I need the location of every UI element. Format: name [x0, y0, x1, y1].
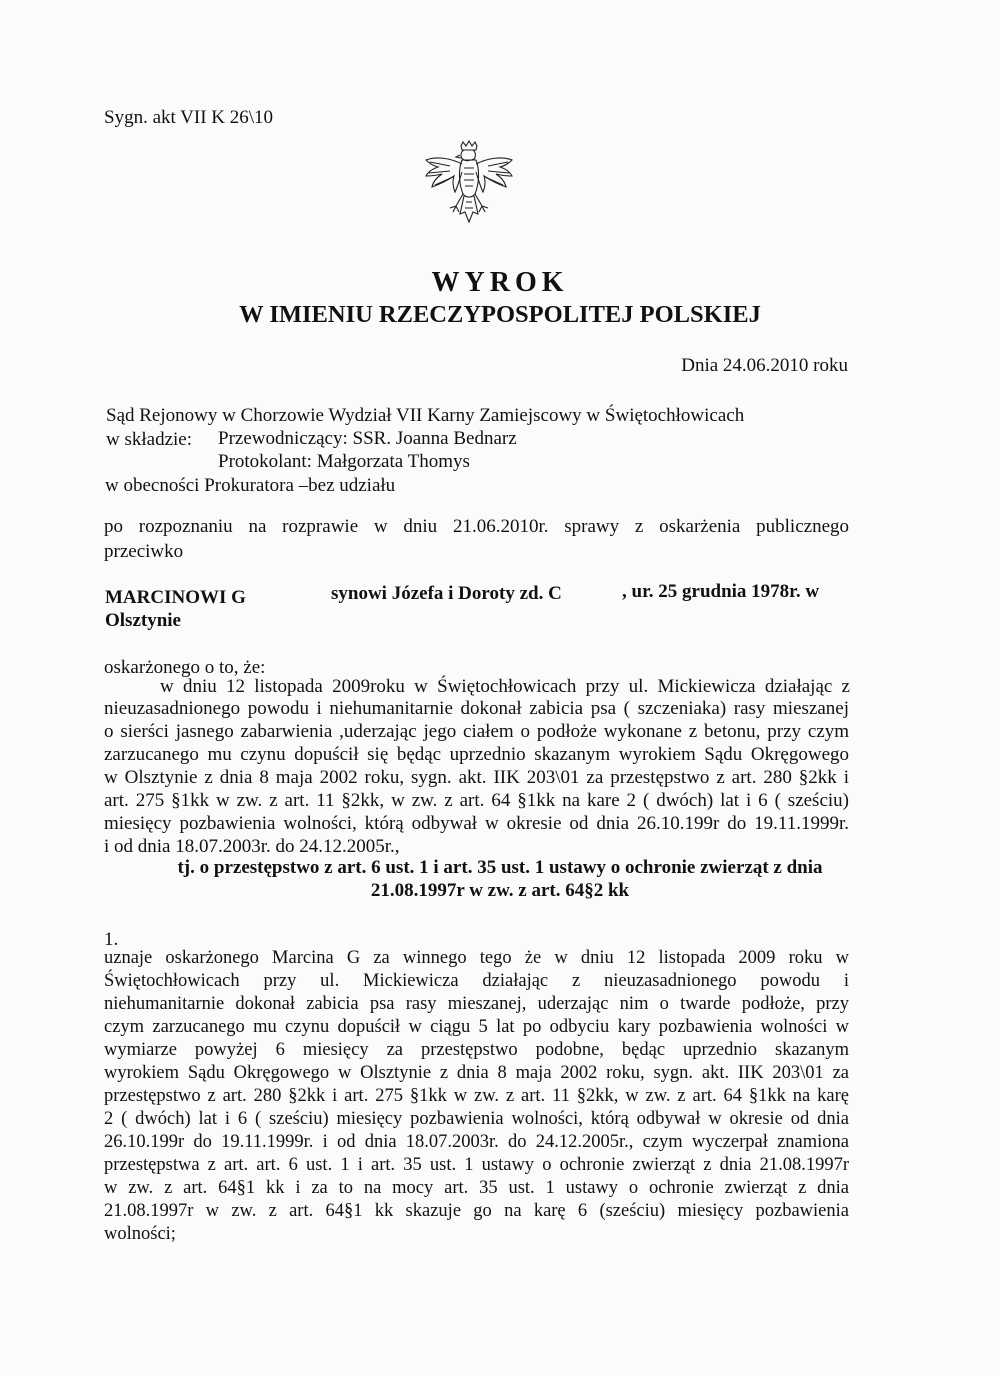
document-subtitle: W IMIENIU RZECZYPOSPOLITEJ POLSKIEJ: [239, 301, 761, 328]
charge-line: w Olsztynie z dnia 8 maja 2002 roku, sygn. akt. IIK 203\01 za przestępstwo z art. 280 §2kk i: [104, 767, 849, 788]
charge-line: nieuzasadnionego powodu i niehumanitarnie dokonał zabicia psa ( szczeniaka) rasy mieszanej: [104, 698, 849, 719]
charge-line: miesięcy pozbawienia wolności, którą odbywał w okresie od dnia 26.10.199r do 19.11.1999r.: [104, 813, 849, 834]
verdict-line: Świętochłowicach przy ul. Mickiewicza działając z nieuzasadnionego powodu i: [104, 971, 849, 991]
document-title: WYROK: [431, 267, 569, 298]
verdict-line: wolności;: [104, 1224, 176, 1244]
verdict-line: niehumanitarnie dokonał zabicia psa rasy mieszanej, uderzając nim o twarde podłoże, przy: [104, 994, 849, 1014]
accused-birth: , ur. 25 grudnia 1978r. w: [622, 581, 820, 602]
verdict-line: wyrokiem Sądu Okręgowego w Olsztynie z dnia 8 maja 2002 roku, sygn. akt. IIK 203\01 za: [104, 1063, 849, 1083]
verdict-line: 2 ( dwóch) lat i 6 ( sześciu) miesięcy pozbawienia wolności, którą odbywał w okresie od dnia: [104, 1109, 849, 1129]
charge-line: o sierści jasnego zabarwienia ,uderzając jego ciałem o podłoże wykonane z betonu, przy czym: [104, 721, 849, 742]
accused-birthplace: Olsztynie: [105, 610, 181, 631]
accused-name: MARCINOWI G: [105, 587, 246, 608]
charge-line: zarzucanego mu czynu dopuścił się będąc uprzednio skazanym wyrokiem Sądu Okręgowego: [104, 744, 849, 765]
charge-line: art. 275 §1kk w zw. z art. 11 §2kk, w zw. z art. 64 §1kk na kare 2 ( dwóch) lat i 6 ( sześciu): [104, 790, 849, 811]
proceedings-line: po rozpoznaniu na rozprawie w dniu 21.06.2010r. sprawy z oskarżenia publicznego: [104, 516, 849, 537]
verdict-line: przestępstwo z art. 280 §2kk i art. 275 §1kk w zw. z art. 11 §2kk, w zw. z art. 64 §1kk na karę: [104, 1086, 849, 1106]
verdict-point-number: 1.: [104, 929, 119, 950]
verdict-line: czym zarzucanego mu czynu dopuścił w ciągu 5 lat po odbyciu kary pozbawienia wolności w: [104, 1017, 849, 1037]
verdict-line: przestępstwa z art. art. 6 ust. 1 i art. 35 ust. 1 ustawy o ochronie zwierząt z dnia 21.08.1997r: [104, 1155, 849, 1175]
presiding-judge: Przewodniczący: SSR. Joanna Bednarz: [218, 428, 517, 449]
legal-qualification: 21.08.1997r w zw. z art. 64§2 kk: [370, 880, 630, 901]
charge-intro: oskarżonego o to, że:: [104, 657, 266, 678]
eagle-emblem-icon: [420, 140, 518, 232]
charge-line: w dniu 12 listopada 2009roku w Świętochłowicach przy ul. Mickiewicza działając z: [160, 676, 850, 697]
prosecutor-presence: w obecności Prokuratora –bez udziału: [105, 475, 396, 496]
verdict-line: 26.10.199r do 19.11.1999r. i od dnia 18.07.2003r. do 24.12.2005r., czym wyczerpał znamiona: [104, 1132, 849, 1152]
composition-label: w składzie:: [106, 429, 193, 450]
case-signature: Sygn. akt VII K 26\10: [104, 107, 274, 128]
charge-line: i od dnia 18.07.2003r. do 24.12.2005r.,: [104, 836, 400, 857]
verdict-line: w zw. z art. 64§1 kk i za to na mocy art. 35 ust. 1 ustawy o ochronie zwierząt z dnia: [104, 1178, 849, 1198]
verdict-line: uznaje oskarżonego Marcina G za winnego tego że w dniu 12 listopada 2009 roku w: [104, 948, 849, 968]
legal-qualification: tj. o przestępstwo z art. 6 ust. 1 i art. 35 ust. 1 ustawy o ochronie zwierząt z dnia: [177, 857, 823, 878]
court-clerk: Protokolant: Małgorzata Thomys: [218, 451, 470, 472]
verdict-line: wymiarze powyżej 6 miesięcy za przestępstwo podobne, będąc uprzednio skazanym: [104, 1040, 849, 1060]
judgment-date: Dnia 24.06.2010 roku: [681, 355, 848, 376]
verdict-line: 21.08.1997r w zw. z art. 64§1 kk skazuje go na karę 6 (sześciu) miesięcy pozbawienia: [104, 1201, 849, 1221]
accused-parents: synowi Józefa i Doroty zd. C: [331, 583, 562, 604]
proceedings-line: przeciwko: [104, 541, 184, 562]
court-name: Sąd Rejonowy w Chorzowie Wydział VII Karny Zamiejscowy w Świętochłowicach: [106, 405, 745, 426]
